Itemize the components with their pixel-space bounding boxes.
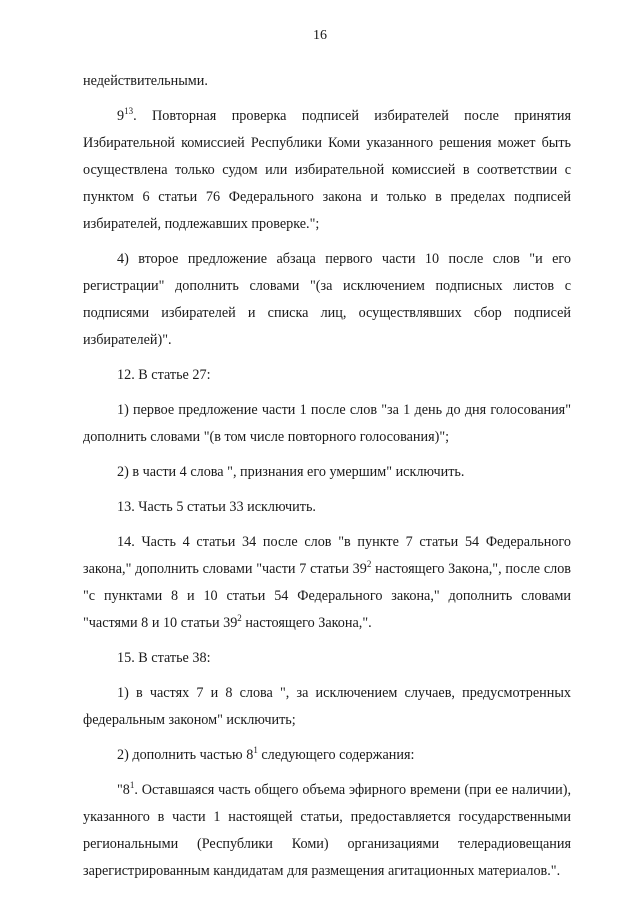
paragraph-text: . Оставшаяся часть общего объема эфирного времени (при ее наличии), указанного в части 1 настоящей статьи, предоставляется государственными региональными (Республики Коми) организациями телерадиовещания зарегистрированным кандидатам для размещения агитационных материалов.". xyxy=(83,782,571,879)
superscript: 2 xyxy=(237,613,242,623)
paragraph-article-33: 13. Часть 5 статьи 33 исключить. xyxy=(117,499,316,515)
item-number: 9 xyxy=(117,108,125,124)
superscript: 1 xyxy=(253,745,258,755)
superscript: 13 xyxy=(124,106,134,116)
paragraph-text: . Повторная проверка подписей избирателей после принятия Избирательной комиссией Республики Коми указанного решения может быть осуществлена только судом или избирательной комиссией в соответствии с пунктом 6 статьи 76 Федерального закона и только в пределах подписей избирателей, подлежавших проверке."; xyxy=(83,108,571,232)
paragraph-article-34 xyxy=(83,529,571,637)
paragraph-item-9-13 xyxy=(83,103,571,238)
paragraph-item-4: 4) второе предложение абзаца первого части 10 после слов "и его регистрации" дополнить словами "(за исключением подписных листов с подписями избирателей и списка лиц, осуществлявших сбор подписей избирателей)". xyxy=(83,251,571,348)
paragraph-27-item-1: 1) первое предложение части 1 после слов "за 1 день до дня голосования" дополнить словами "(в том числе повторного голосования)"; xyxy=(83,402,571,445)
superscript: 2 xyxy=(366,559,372,569)
document-body xyxy=(83,68,571,893)
paragraph-text: настоящего Закона,". xyxy=(241,615,372,631)
paragraph-text: следующего содержания: xyxy=(257,747,415,763)
paragraph-27-item-2: 2) в части 4 слова ", признания его умершим" исключить. xyxy=(117,464,465,480)
paragraph-article-38: 15. В статье 38: xyxy=(117,650,211,666)
paragraph-quoted-part-8-1 xyxy=(83,777,571,885)
paragraph-article-27: 12. В статье 27: xyxy=(117,367,211,383)
paragraph-38-item-2 xyxy=(83,742,571,769)
paragraph-38-item-1: 1) в частях 7 и 8 слова ", за исключением случаев, предусмотренных федеральным законом" исключить; xyxy=(83,685,571,728)
paragraph-text: "8 xyxy=(117,782,130,798)
paragraph-text: настоящего Закона,", после слов "с пунктами 8 и 10 статьи 54 Федерального закона," дополнить словами "частями 8 и 10 статьи 39 xyxy=(83,561,571,631)
page-number: 16 xyxy=(313,28,327,43)
paragraph-continuation: недействительными. xyxy=(83,73,208,89)
superscript: 1 xyxy=(129,780,135,790)
paragraph-text: 14. Часть 4 статьи 34 после слов "в пункте 7 статьи 54 Федерального закона," дополнить словами "части 7 статьи 39 xyxy=(83,534,571,577)
paragraph-text: 2) дополнить частью 8 xyxy=(117,747,254,763)
